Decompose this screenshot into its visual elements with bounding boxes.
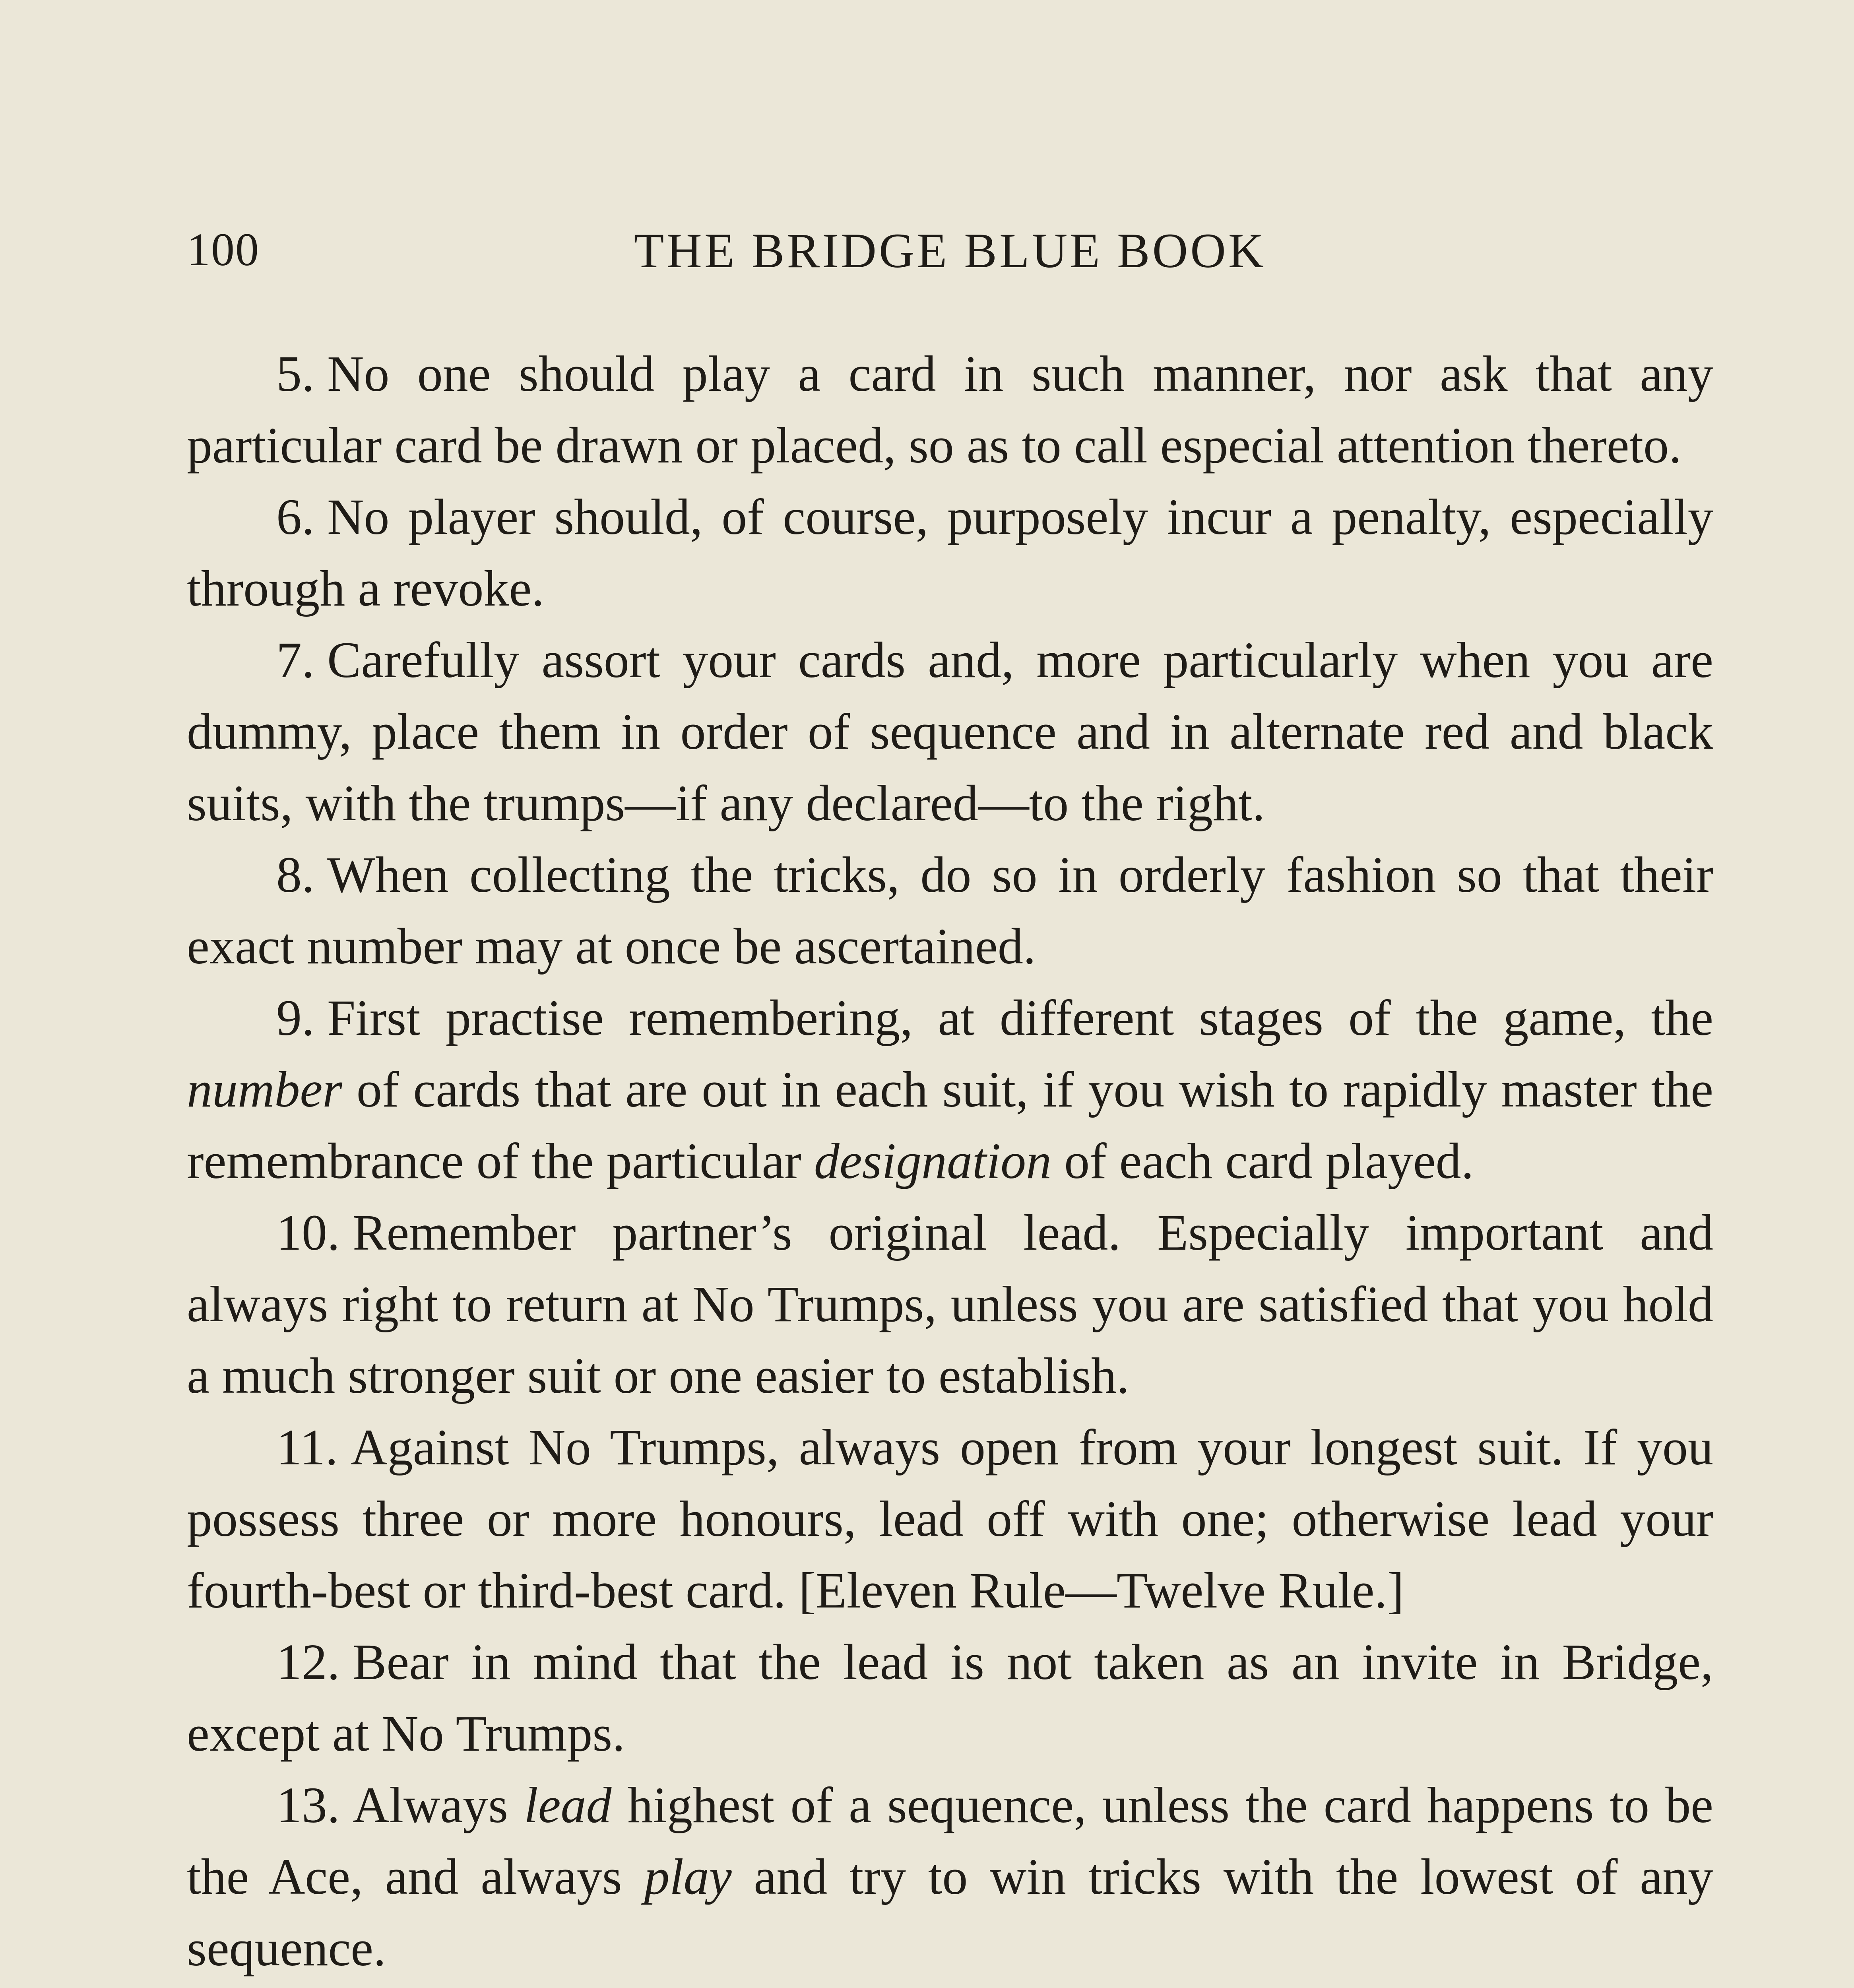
rule-number: 13. xyxy=(276,1777,340,1833)
rule-number: 11. xyxy=(276,1419,338,1475)
rule-text-italic: lead xyxy=(524,1777,612,1833)
rule-text: Bear in mind that the lead is not taken as an invite in Bridge, except at No Trumps. xyxy=(187,1634,1713,1762)
rule-text: of cards that are out in each suit, if you wish to rapidly master the remembrance of the particular xyxy=(187,1061,1713,1189)
rule-paragraph xyxy=(187,1411,1713,1626)
rule-paragraph xyxy=(187,839,1713,982)
page-header xyxy=(187,223,1713,302)
rule-paragraph xyxy=(187,624,1713,839)
rule-paragraph xyxy=(187,481,1713,624)
rule-text: Remember partner’s original lead. Especially important and always right to return at No Trumps, unless you are satisfied that you hold a much stronger suit or one easier to establish. xyxy=(187,1204,1713,1404)
page-number: 100 xyxy=(187,223,260,276)
rule-paragraph xyxy=(187,338,1713,481)
rule-text: of each card played. xyxy=(1051,1133,1474,1189)
rule-number: 7. xyxy=(276,632,314,688)
rule-text: Always xyxy=(353,1777,524,1833)
rule-text-italic: number xyxy=(187,1061,343,1118)
rule-text: First practise remembering, at different stages of the game, the xyxy=(327,990,1713,1046)
rule-paragraph xyxy=(187,1984,1713,1988)
rule-number: 9. xyxy=(276,990,314,1046)
rule-text: Carefully assort your cards and, more particularly when you are dummy, place them in order of sequence and in alternate red and black suits, with the trumps—if any declared—to the right. xyxy=(187,632,1713,831)
running-head: THE BRIDGE BLUE BOOK xyxy=(634,223,1266,278)
rule-text: No one should play a card in such manner, nor ask that any particular card be drawn or placed, so as to call especial attention thereto. xyxy=(187,346,1713,474)
rule-number: 12. xyxy=(276,1634,340,1690)
rule-number: 10. xyxy=(276,1204,340,1261)
rule-number: 5. xyxy=(276,346,314,402)
rule-text: highest of a sequence, unless the card happens to be the Ace, and always xyxy=(187,1777,1714,1905)
rule-number: 6. xyxy=(276,489,314,545)
rule-text: and try to win tricks with the lowest of any sequence. xyxy=(187,1848,1714,1976)
body-text xyxy=(187,338,1713,1988)
rule-text: No player should, of course, purposely incur a penalty, especially through a revoke. xyxy=(187,489,1713,617)
rule-text: Against No Trumps, always open from your longest suit. If you possess three or more honours, lead off with one; otherwise lead your fourth-best or third-best card. [Eleven Rule—Twelve Rule.] xyxy=(187,1419,1713,1619)
rule-paragraph xyxy=(187,982,1713,1197)
rule-text: When collecting the tricks, do so in orderly fashion so that their exact number may at once be ascertained. xyxy=(187,846,1713,975)
rule-number: 8. xyxy=(276,846,314,903)
rule-paragraph xyxy=(187,1626,1713,1769)
rule-text-italic: designation xyxy=(814,1133,1052,1189)
rule-paragraph xyxy=(187,1197,1713,1411)
rule-paragraph xyxy=(187,1769,1713,1984)
rule-text-italic: play xyxy=(644,1848,732,1905)
